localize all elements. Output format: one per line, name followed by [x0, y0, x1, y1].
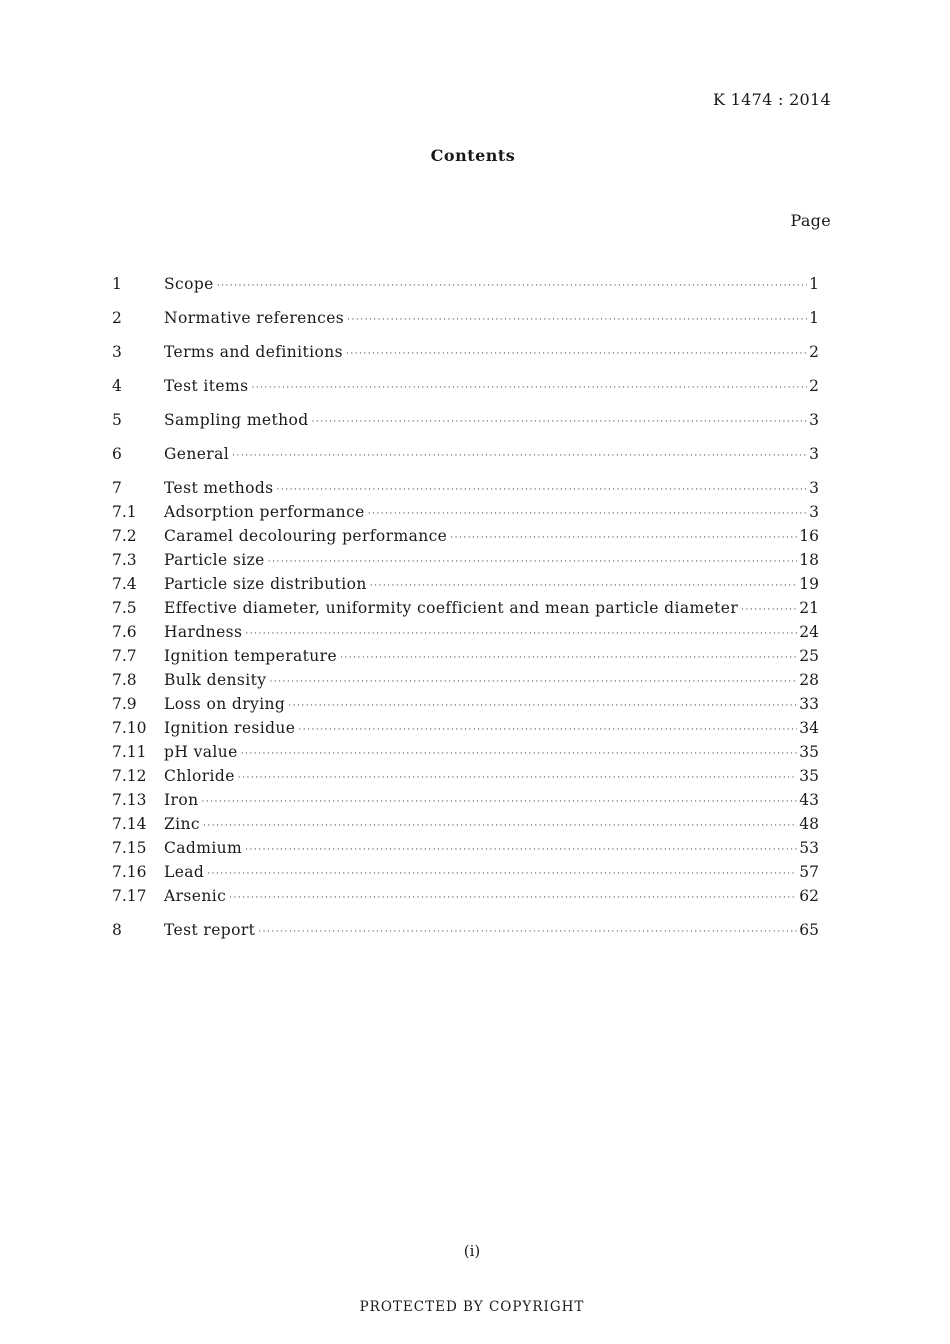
toc-entry[interactable] [112, 548, 819, 572]
toc-entry-number: 7 [112, 479, 122, 497]
toc-entry-number: 3 [112, 343, 122, 361]
dot-leader [741, 598, 797, 622]
toc-entry-label: Arsenic [164, 887, 227, 905]
toc-entry-label: Normative references [164, 309, 345, 327]
toc-entry-page: 3 [809, 445, 819, 463]
toc-entry-label: Effective diameter, uniformity coefficient and mean particle diameter [164, 599, 739, 617]
toc-entry-page: 65 [799, 921, 819, 939]
toc-entry-label: Test report [164, 921, 256, 939]
toc-entry-label: Iron [164, 791, 199, 809]
dot-leader [207, 862, 797, 886]
dot-leader [245, 838, 797, 862]
dot-leader [217, 274, 807, 298]
toc-entry-page: 24 [799, 623, 819, 641]
toc-entry-page: 35 [799, 767, 819, 785]
toc-entry-label: Sampling method [164, 411, 309, 429]
toc-entry-label: Scope [164, 275, 214, 293]
toc-entry-page: 2 [809, 377, 819, 395]
toc-entry[interactable] [112, 442, 819, 466]
toc-entry[interactable] [112, 860, 819, 884]
toc-entry[interactable] [112, 740, 819, 764]
dot-leader [229, 886, 797, 910]
table-of-contents [112, 272, 819, 942]
toc-entry-page: 1 [809, 275, 819, 293]
toc-entry[interactable] [112, 374, 819, 398]
page-title: Contents [430, 146, 516, 165]
dot-leader [251, 376, 807, 400]
toc-entry-page: 43 [799, 791, 819, 809]
dot-leader [288, 694, 797, 718]
dot-leader [312, 410, 808, 434]
toc-entry[interactable] [112, 692, 819, 716]
toc-entry-page: 3 [809, 503, 819, 521]
toc-entry-number: 7.15 [112, 839, 147, 857]
toc-entry-number: 7.3 [112, 551, 137, 569]
toc-entry-page: 18 [799, 551, 819, 569]
toc-entry-number: 7.10 [112, 719, 147, 737]
toc-entry-page: 28 [799, 671, 819, 689]
toc-entry-number: 5 [112, 411, 122, 429]
toc-entry-number: 7.8 [112, 671, 137, 689]
toc-entry-page: 3 [809, 411, 819, 429]
toc-entry-page: 62 [799, 887, 819, 905]
toc-entry-page: 35 [799, 743, 819, 761]
toc-entry[interactable] [112, 620, 819, 644]
toc-entry-label: Adsorption performance [164, 503, 365, 521]
dot-leader [277, 478, 808, 502]
toc-entry-page: 3 [809, 479, 819, 497]
toc-entry[interactable] [112, 572, 819, 596]
toc-entry-page: 25 [799, 647, 819, 665]
toc-entry-number: 7.4 [112, 575, 137, 593]
toc-entry-label: Caramel decolouring performance [164, 527, 448, 545]
toc-entry[interactable] [112, 500, 819, 524]
dot-leader [346, 342, 807, 366]
page-column-label: Page [790, 211, 831, 230]
toc-entry-number: 7.16 [112, 863, 147, 881]
toc-entry-number: 1 [112, 275, 122, 293]
toc-entry-page: 2 [809, 343, 819, 361]
dot-leader [298, 718, 797, 742]
toc-entry-label: Terms and definitions [164, 343, 343, 361]
toc-entry-label: Zinc [164, 815, 200, 833]
toc-entry-label: Bulk density [164, 671, 267, 689]
dot-leader [241, 742, 798, 766]
dot-leader [232, 444, 807, 468]
toc-entry[interactable] [112, 788, 819, 812]
toc-entry-number: 7.2 [112, 527, 137, 545]
toc-entry-number: 7.14 [112, 815, 147, 833]
copyright-notice: PROTECTED BY COPYRIGHT [359, 1299, 585, 1315]
toc-entry-number: 7.17 [112, 887, 147, 905]
toc-entry-page: 19 [799, 575, 819, 593]
toc-entry-number: 2 [112, 309, 122, 327]
toc-entry-number: 7.9 [112, 695, 137, 713]
toc-entry-label: Chloride [164, 767, 235, 785]
toc-entry-number: 7.12 [112, 767, 147, 785]
toc-entry-label: Particle size [164, 551, 265, 569]
standard-number: K 1474 : 2014 [713, 90, 831, 109]
dot-leader [238, 766, 797, 790]
toc-entry[interactable] [112, 836, 819, 860]
toc-entry[interactable] [112, 408, 819, 432]
toc-entry-number: 7.1 [112, 503, 137, 521]
dot-leader [370, 574, 798, 598]
dot-leader [340, 646, 797, 670]
toc-entry[interactable] [112, 716, 819, 740]
toc-entry-number: 8 [112, 921, 122, 939]
toc-entry-number: 7.7 [112, 647, 137, 665]
toc-entry[interactable] [112, 644, 819, 668]
toc-entry-number: 6 [112, 445, 122, 463]
dot-leader [258, 920, 797, 944]
toc-entry-label: Hardness [164, 623, 243, 641]
toc-entry-label: Cadmium [164, 839, 243, 857]
toc-entry[interactable] [112, 340, 819, 364]
dot-leader [203, 814, 797, 838]
toc-entry[interactable] [112, 596, 819, 620]
toc-entry-label: Lead [164, 863, 205, 881]
toc-entry[interactable] [112, 524, 819, 548]
toc-entry[interactable] [112, 306, 819, 330]
toc-entry[interactable] [112, 918, 819, 942]
toc-entry-page: 33 [799, 695, 819, 713]
toc-entry-page: 57 [799, 863, 819, 881]
toc-entry-label: pH value [164, 743, 238, 761]
toc-entry-page: 21 [799, 599, 819, 617]
toc-entry-page: 16 [799, 527, 819, 545]
toc-entry-number: 7.13 [112, 791, 147, 809]
toc-entry-label: General [164, 445, 230, 463]
dot-leader [245, 622, 797, 646]
dot-leader [201, 790, 797, 814]
toc-entry[interactable] [112, 884, 819, 908]
dot-leader [347, 308, 807, 332]
dot-leader [450, 526, 797, 550]
dot-leader [368, 502, 807, 526]
toc-entry-label: Test items [164, 377, 249, 395]
toc-entry-page: 53 [799, 839, 819, 857]
toc-entry[interactable] [112, 272, 819, 296]
toc-entry[interactable] [112, 668, 819, 692]
toc-entry-number: 7.11 [112, 743, 147, 761]
toc-entry-number: 7.6 [112, 623, 137, 641]
toc-entry-label: Particle size distribution [164, 575, 367, 593]
toc-entry-page: 34 [799, 719, 819, 737]
toc-entry[interactable] [112, 476, 819, 500]
toc-entry[interactable] [112, 812, 819, 836]
footer-page-number: (i) [463, 1242, 481, 1260]
toc-entry-number: 4 [112, 377, 122, 395]
dot-leader [268, 550, 798, 574]
toc-entry[interactable] [112, 764, 819, 788]
toc-entry-number: 7.5 [112, 599, 137, 617]
toc-entry-label: Ignition temperature [164, 647, 338, 665]
toc-entry-page: 1 [809, 309, 819, 327]
toc-entry-page: 48 [799, 815, 819, 833]
toc-entry-label: Ignition residue [164, 719, 296, 737]
toc-entry-label: Test methods [164, 479, 274, 497]
dot-leader [269, 670, 797, 694]
toc-entry-label: Loss on drying [164, 695, 286, 713]
